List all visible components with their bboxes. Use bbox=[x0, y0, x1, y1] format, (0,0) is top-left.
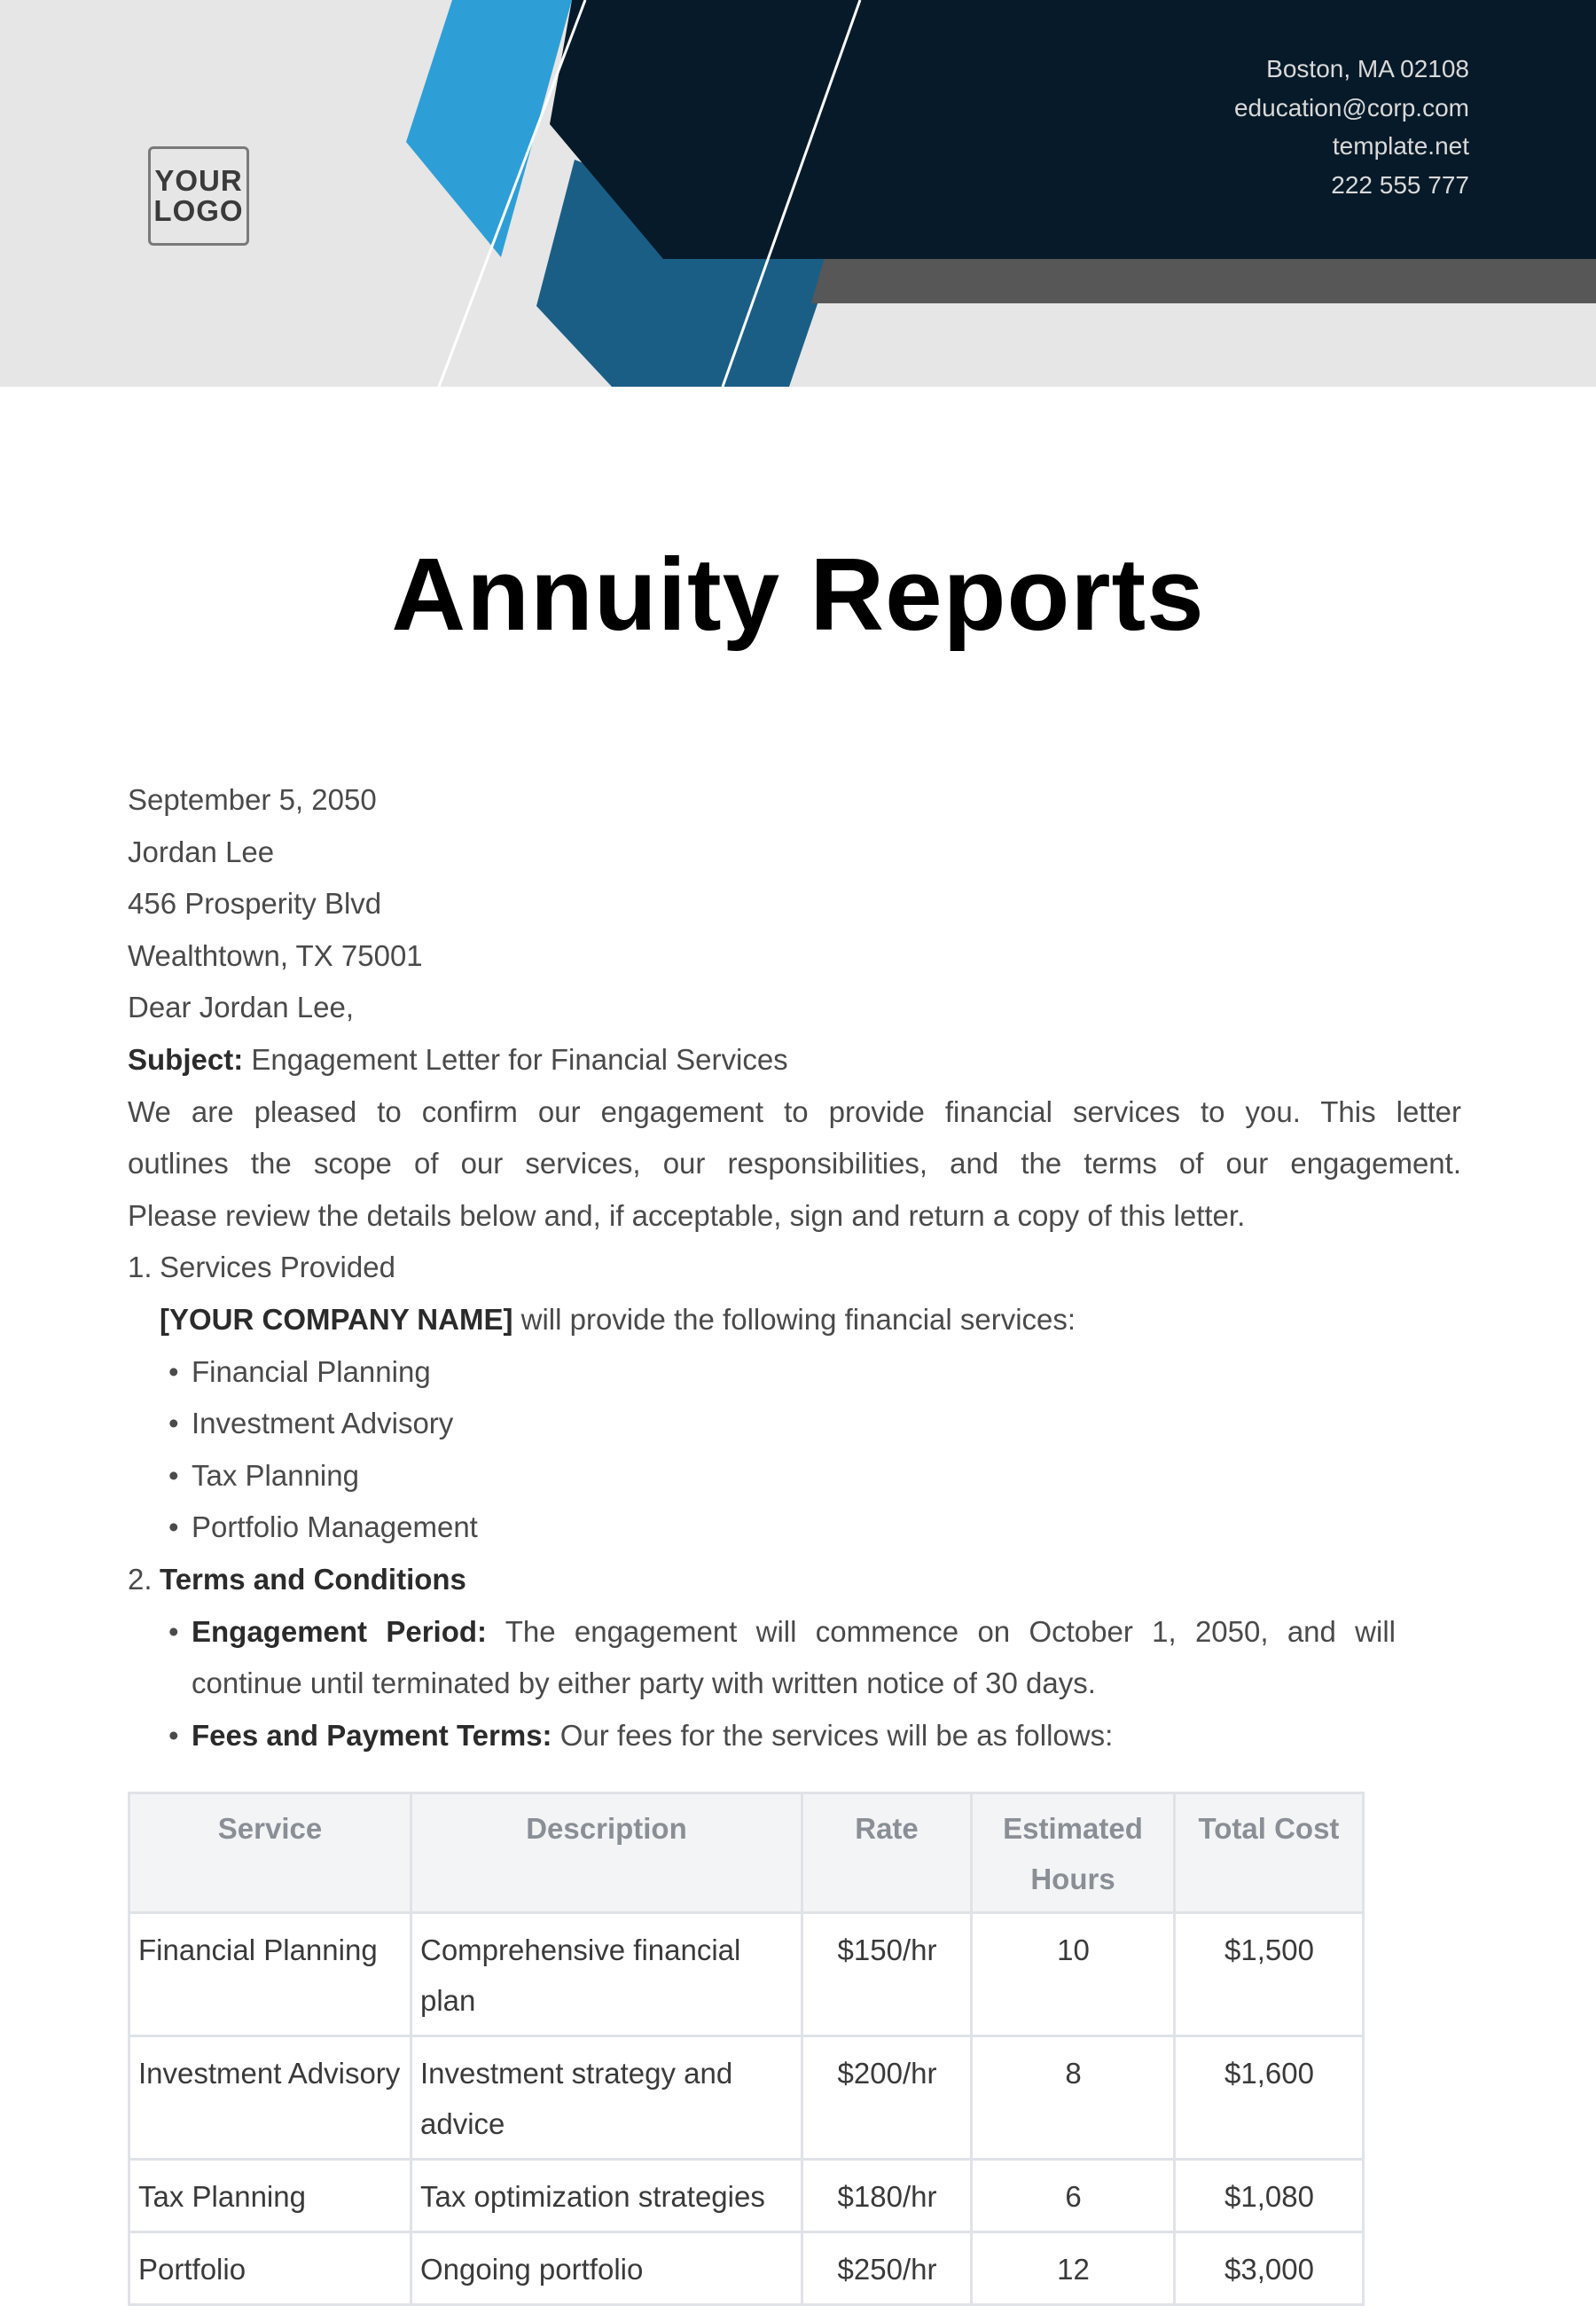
letter-body bbox=[128, 774, 1461, 1761]
cell-service: Portfolio bbox=[129, 2232, 411, 2305]
section-1-title: Services Provided bbox=[160, 1251, 395, 1284]
cell-hours: 12 bbox=[972, 2232, 1175, 2305]
company-logo bbox=[148, 146, 249, 246]
bullet-icon: • bbox=[168, 1614, 179, 1648]
recipient-address-line1: 456 Prosperity Blvd bbox=[128, 887, 382, 921]
fees-text: Our fees for the services will be as follows: bbox=[552, 1718, 1114, 1752]
fees-table bbox=[128, 1792, 1365, 2306]
section-1-heading bbox=[128, 1242, 1461, 1294]
bullet-icon: • bbox=[168, 1718, 179, 1752]
table-row bbox=[129, 2036, 1364, 2160]
cell-hours: 6 bbox=[972, 2160, 1175, 2232]
service-item-3: Tax Planning bbox=[192, 1458, 359, 1492]
engagement-period-label: Engagement Period: bbox=[192, 1614, 488, 1648]
header-estimated-hours: Estimated Hours bbox=[972, 1793, 1175, 1913]
header-service: Service bbox=[129, 1793, 411, 1913]
list-item bbox=[128, 1502, 1461, 1554]
list-item bbox=[128, 1346, 1461, 1399]
salutation: Dear Jordan Lee, bbox=[128, 991, 354, 1024]
cell-rate: $150/hr bbox=[802, 1913, 972, 2036]
cell-total: $1,080 bbox=[1175, 2160, 1364, 2232]
contact-email[interactable]: education@corp.com bbox=[1233, 93, 1469, 122]
cell-total: $3,000 bbox=[1175, 2232, 1364, 2305]
table-row bbox=[129, 2160, 1364, 2232]
cell-service: Financial Planning bbox=[129, 1913, 411, 2036]
section-1-lead bbox=[128, 1294, 1461, 1346]
subject-line bbox=[128, 1034, 1461, 1086]
table-header-row bbox=[129, 1793, 1364, 1913]
intro-line-2: outlines the scope of our services, our responsibilities, and the terms of our engagement. bbox=[128, 1147, 1461, 1180]
contact-block bbox=[1234, 50, 1469, 204]
subject-label: Subject: bbox=[128, 1042, 244, 1076]
cell-rate: $180/hr bbox=[802, 2160, 972, 2232]
subject-text: Engagement Letter for Financial Services bbox=[243, 1042, 788, 1076]
cell-description: Tax optimization strategies bbox=[411, 2160, 802, 2232]
section-1-number: 1. bbox=[128, 1251, 153, 1284]
logo-text-line2: LOGO bbox=[153, 194, 244, 227]
gray-bar bbox=[811, 257, 1596, 303]
cell-total: $1,500 bbox=[1175, 1913, 1364, 2036]
cell-description: Ongoing portfolio bbox=[411, 2232, 802, 2305]
section-2-title: Terms and Conditions bbox=[160, 1562, 466, 1596]
cell-hours: 10 bbox=[972, 1913, 1175, 2036]
contact-website[interactable]: template.net bbox=[1332, 132, 1469, 160]
header-description: Description bbox=[411, 1793, 802, 1913]
cell-total: $1,600 bbox=[1175, 2036, 1364, 2160]
service-item-4: Portfolio Management bbox=[192, 1510, 478, 1544]
cell-rate: $250/hr bbox=[802, 2232, 972, 2305]
contact-phone: 222 555 777 bbox=[1331, 170, 1469, 199]
fees-item bbox=[128, 1710, 1461, 1762]
section-2-heading bbox=[128, 1554, 1461, 1606]
letterhead-header bbox=[0, 0, 1596, 387]
intro-line-1: We are pleased to confirm our engagement to provide financial services to you. This letter bbox=[128, 1094, 1461, 1128]
cell-description: Investment strategy and advice bbox=[411, 2036, 802, 2160]
list-item bbox=[128, 1398, 1461, 1450]
light-blue-shape bbox=[406, 0, 572, 257]
fees-label: Fees and Payment Terms: bbox=[192, 1718, 552, 1752]
intro-line-3: Please review the details below and, if acceptable, sign and return a copy of this letter. bbox=[128, 1198, 1246, 1232]
bullet-icon: • bbox=[168, 1407, 179, 1440]
header-rate: Rate bbox=[802, 1793, 972, 1913]
bullet-icon: • bbox=[168, 1510, 179, 1544]
cell-rate: $200/hr bbox=[802, 2036, 972, 2160]
list-item bbox=[128, 1450, 1461, 1502]
engagement-period-text: The engagement will commence on October 1, 2050, and will bbox=[487, 1614, 1396, 1648]
engagement-period-item bbox=[128, 1606, 1396, 1710]
service-item-2: Investment Advisory bbox=[192, 1407, 454, 1440]
section-1-lead-text: will provide the following financial services: bbox=[512, 1302, 1076, 1336]
contact-address: Boston, MA 02108 bbox=[1266, 55, 1469, 82]
cell-service: Investment Advisory bbox=[129, 2036, 411, 2160]
service-item-1: Financial Planning bbox=[192, 1354, 431, 1388]
header-total-cost: Total Cost bbox=[1175, 1793, 1364, 1913]
section-2-number: 2. bbox=[128, 1562, 153, 1596]
logo-text-line1: YOUR bbox=[154, 164, 243, 197]
intro-paragraph bbox=[128, 1086, 1461, 1243]
engagement-line-2: continue until terminated by either party with written notice of 30 days. bbox=[192, 1667, 1096, 1700]
engagement-line-1 bbox=[192, 1606, 1396, 1659]
cell-hours: 8 bbox=[972, 2036, 1175, 2160]
letter-date: September 5, 2050 bbox=[128, 783, 377, 816]
recipient-address-line2: Wealthtown, TX 75001 bbox=[128, 938, 423, 972]
bullet-icon: • bbox=[168, 1458, 179, 1492]
cell-description: Comprehensive financial plan bbox=[411, 1913, 802, 2036]
bullet-icon: • bbox=[168, 1354, 179, 1388]
cell-service: Tax Planning bbox=[129, 2160, 411, 2232]
recipient-name: Jordan Lee bbox=[128, 835, 275, 868]
table-row bbox=[129, 1913, 1364, 2036]
page-title: Annuity Reports bbox=[391, 537, 1205, 652]
table-row bbox=[129, 2232, 1364, 2305]
company-name-placeholder: [YOUR COMPANY NAME] bbox=[160, 1302, 513, 1336]
